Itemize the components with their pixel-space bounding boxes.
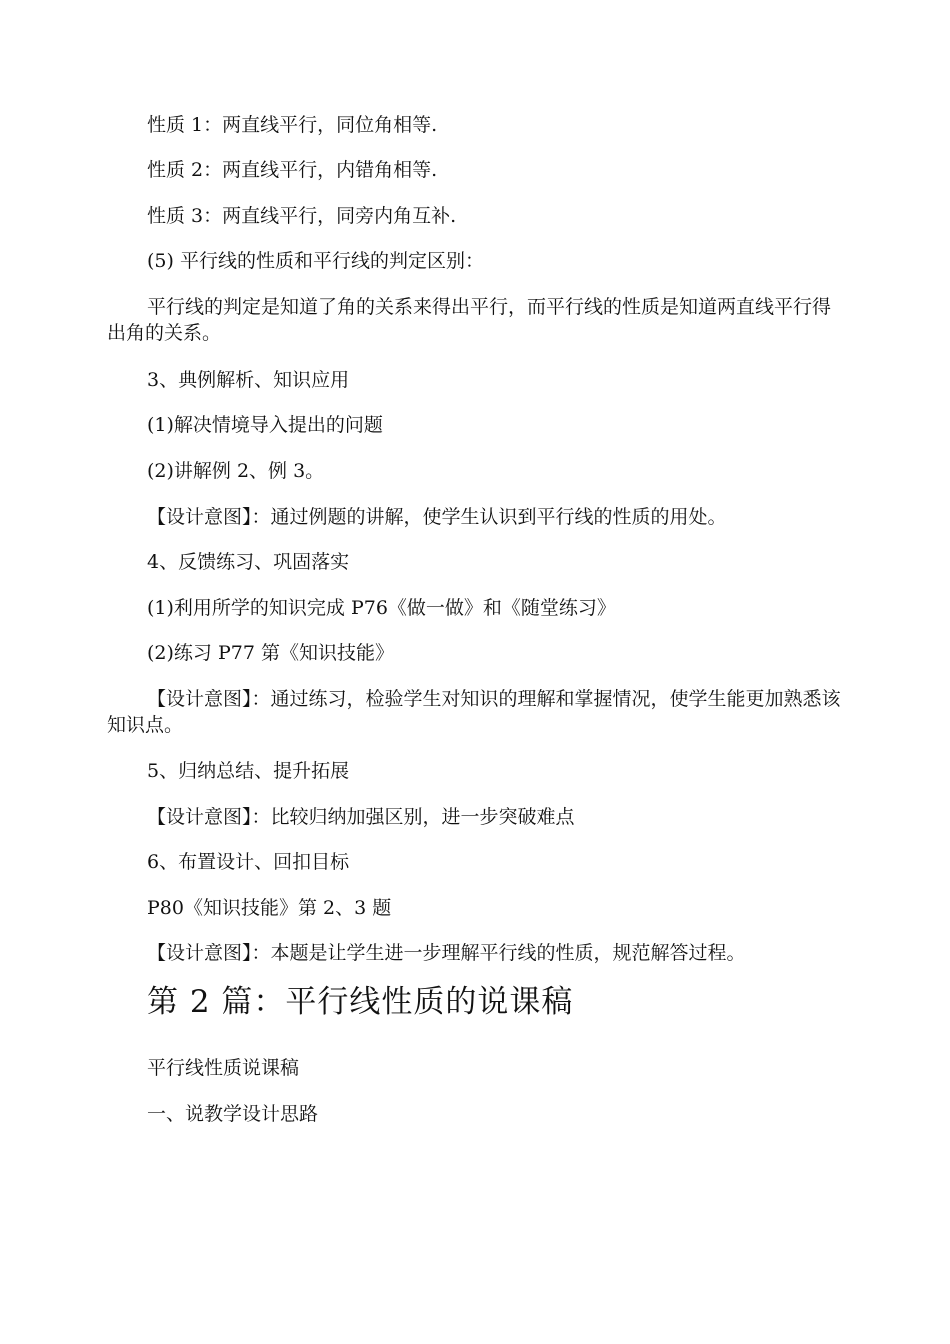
homework-line: P80《知识技能》第 2、3 题 [147, 897, 392, 919]
property-2: 性质 2：两直线平行，内错角相等. [147, 159, 438, 181]
design-intent-4: 【设计意图】：本题是让学生进一步理解平行线的性质，规范解答过程。 [147, 942, 746, 964]
step-4-item-2: (2)练习 P77 第《知识技能》 [147, 642, 394, 664]
section-1-title: 一、说教学设计思路 [147, 1103, 319, 1125]
design-intent-3: 【设计意图】：比较归纳加强区别，进一步突破难点 [147, 806, 575, 828]
lecture-title: 平行线性质说课稿 [147, 1057, 300, 1079]
design-intent-2: 【设计意图】：通过练习，检验学生对知识的理解和掌握情况，使学生能更加熟悉该知识点。 [107, 688, 841, 736]
section-5-title: (5) 平行线的性质和平行线的判定区别： [147, 250, 484, 272]
distinction-paragraph: 平行线的判定是知道了角的关系来得出平行，而平行线的性质是知道两直线平行得出角的关系。 [107, 296, 832, 344]
step-4-title: 4、反馈练习、巩固落实 [147, 551, 350, 573]
step-3-item-1: (1)解决情境导入提出的问题 [147, 414, 383, 436]
chapter-heading: 第 2 篇：平行线性质的说课稿 [147, 984, 574, 1020]
step-6-title: 6、布置设计、回扣目标 [147, 851, 350, 873]
step-3-item-2: (2)讲解例 2、例 3。 [147, 460, 325, 482]
design-intent-1: 【设计意图】：通过例题的讲解，使学生认识到平行线的性质的用处。 [147, 506, 727, 528]
step-4-item-1: (1)利用所学的知识完成 P76《做一做》和《随堂练习》 [147, 597, 616, 619]
step-5-title: 5、归纳总结、提升拓展 [147, 760, 350, 782]
step-3-title: 3、典例解析、知识应用 [147, 369, 350, 391]
property-1: 性质 1：两直线平行，同位角相等. [147, 114, 438, 136]
property-3: 性质 3：两直线平行，同旁内角互补. [147, 205, 457, 227]
